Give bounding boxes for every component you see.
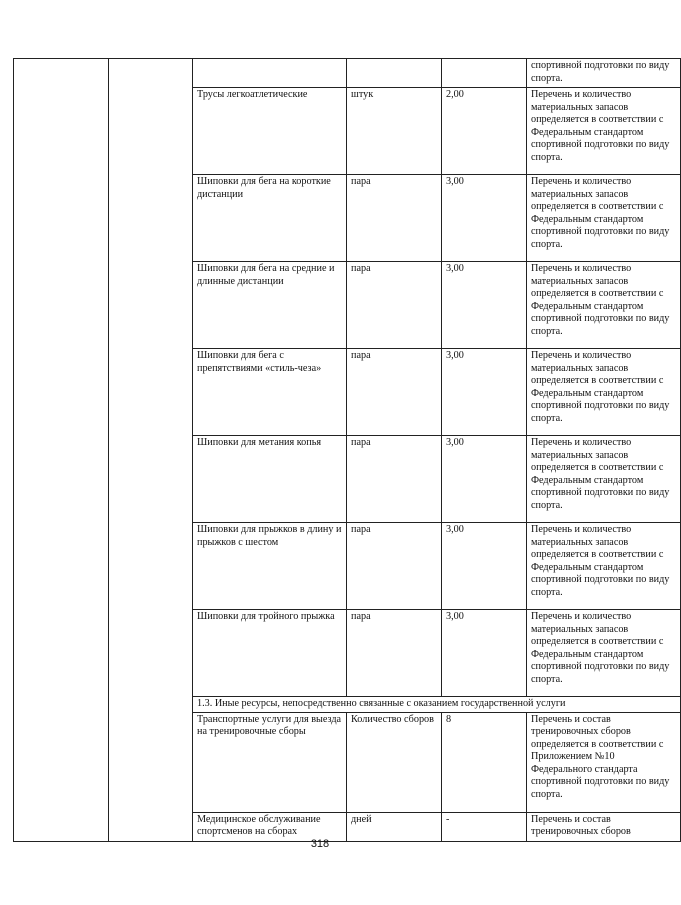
resource-unit: Количество сборов [347, 712, 442, 812]
resource-quantity: 3,00 [442, 349, 527, 436]
resource-quantity: 3,00 [442, 436, 527, 523]
resource-note: Перечень и состав тренировочных сборов [527, 812, 681, 841]
resource-quantity: 3,00 [442, 523, 527, 610]
merged-cell-col1 [14, 59, 109, 842]
resource-note: Перечень и количество материальных запасов определяется в соответствии с Федеральным стандартом спортивной подготовки по виду спорта. [527, 523, 681, 610]
resource-name: Шиповки для метания копья [193, 436, 347, 523]
resource-name: Транспортные услуги для выезда на тренировочные сборы [193, 712, 347, 812]
resource-note: Перечень и количество материальных запасов определяется в соответствии с Федеральным стандартом спортивной подготовки по виду спорта. [527, 262, 681, 349]
resource-name: Трусы легкоатлетические [193, 88, 347, 175]
section-title: 1.3. Иные ресурсы, непосредственно связанные с оказанием государственной услуги [193, 697, 681, 713]
page-number: 318 [310, 838, 330, 850]
resource-note: Перечень и количество материальных запасов определяется в соответствии с Федеральным стандартом спортивной подготовки по виду спорта. [527, 88, 681, 175]
merged-cell-col2 [109, 59, 193, 842]
table-row [14, 59, 681, 88]
resource-name: Шиповки для прыжков в длину и прыжков с шестом [193, 523, 347, 610]
resource-quantity [442, 59, 527, 88]
resource-quantity: 2,00 [442, 88, 527, 175]
resource-name: Шиповки для бега на короткие дистанции [193, 175, 347, 262]
resource-note: спортивной подготовки по виду спорта. [527, 59, 681, 88]
resource-name: Медицинское обслуживание спортсменов на сборах [193, 812, 347, 841]
resource-note: Перечень и количество материальных запасов определяется в соответствии с Федеральным стандартом спортивной подготовки по виду спорта. [527, 175, 681, 262]
resource-name: Шиповки для тройного прыжка [193, 610, 347, 697]
resource-quantity: 3,00 [442, 610, 527, 697]
resource-name: Шиповки для бега на средние и длинные дистанции [193, 262, 347, 349]
resource-quantity: 3,00 [442, 175, 527, 262]
resource-name: Шиповки для бега с препятствиями «стиль-чеза» [193, 349, 347, 436]
resource-unit: пара [347, 262, 442, 349]
resource-unit: пара [347, 436, 442, 523]
resource-unit: пара [347, 349, 442, 436]
resource-unit: дней [347, 812, 442, 841]
resource-unit: пара [347, 523, 442, 610]
resource-name [193, 59, 347, 88]
resource-unit: штук [347, 88, 442, 175]
resource-note: Перечень и количество материальных запасов определяется в соответствии с Федеральным стандартом спортивной подготовки по виду спорта. [527, 436, 681, 523]
resource-note: Перечень и количество материальных запасов определяется в соответствии с Федеральным стандартом спортивной подготовки по виду спорта. [527, 610, 681, 697]
resource-note: Перечень и количество материальных запасов определяется в соответствии с Федеральным стандартом спортивной подготовки по виду спорта. [527, 349, 681, 436]
resources-table [13, 58, 681, 842]
resource-quantity: 3,00 [442, 262, 527, 349]
resource-unit: пара [347, 610, 442, 697]
resource-quantity: 8 [442, 712, 527, 812]
resource-note: Перечень и состав тренировочных сборов определяется в соответствии с Приложением №10 Федерального стандарта спортивной подготовки по виду спорта. [527, 712, 681, 812]
resource-unit [347, 59, 442, 88]
resource-unit: пара [347, 175, 442, 262]
resource-quantity: - [442, 812, 527, 841]
